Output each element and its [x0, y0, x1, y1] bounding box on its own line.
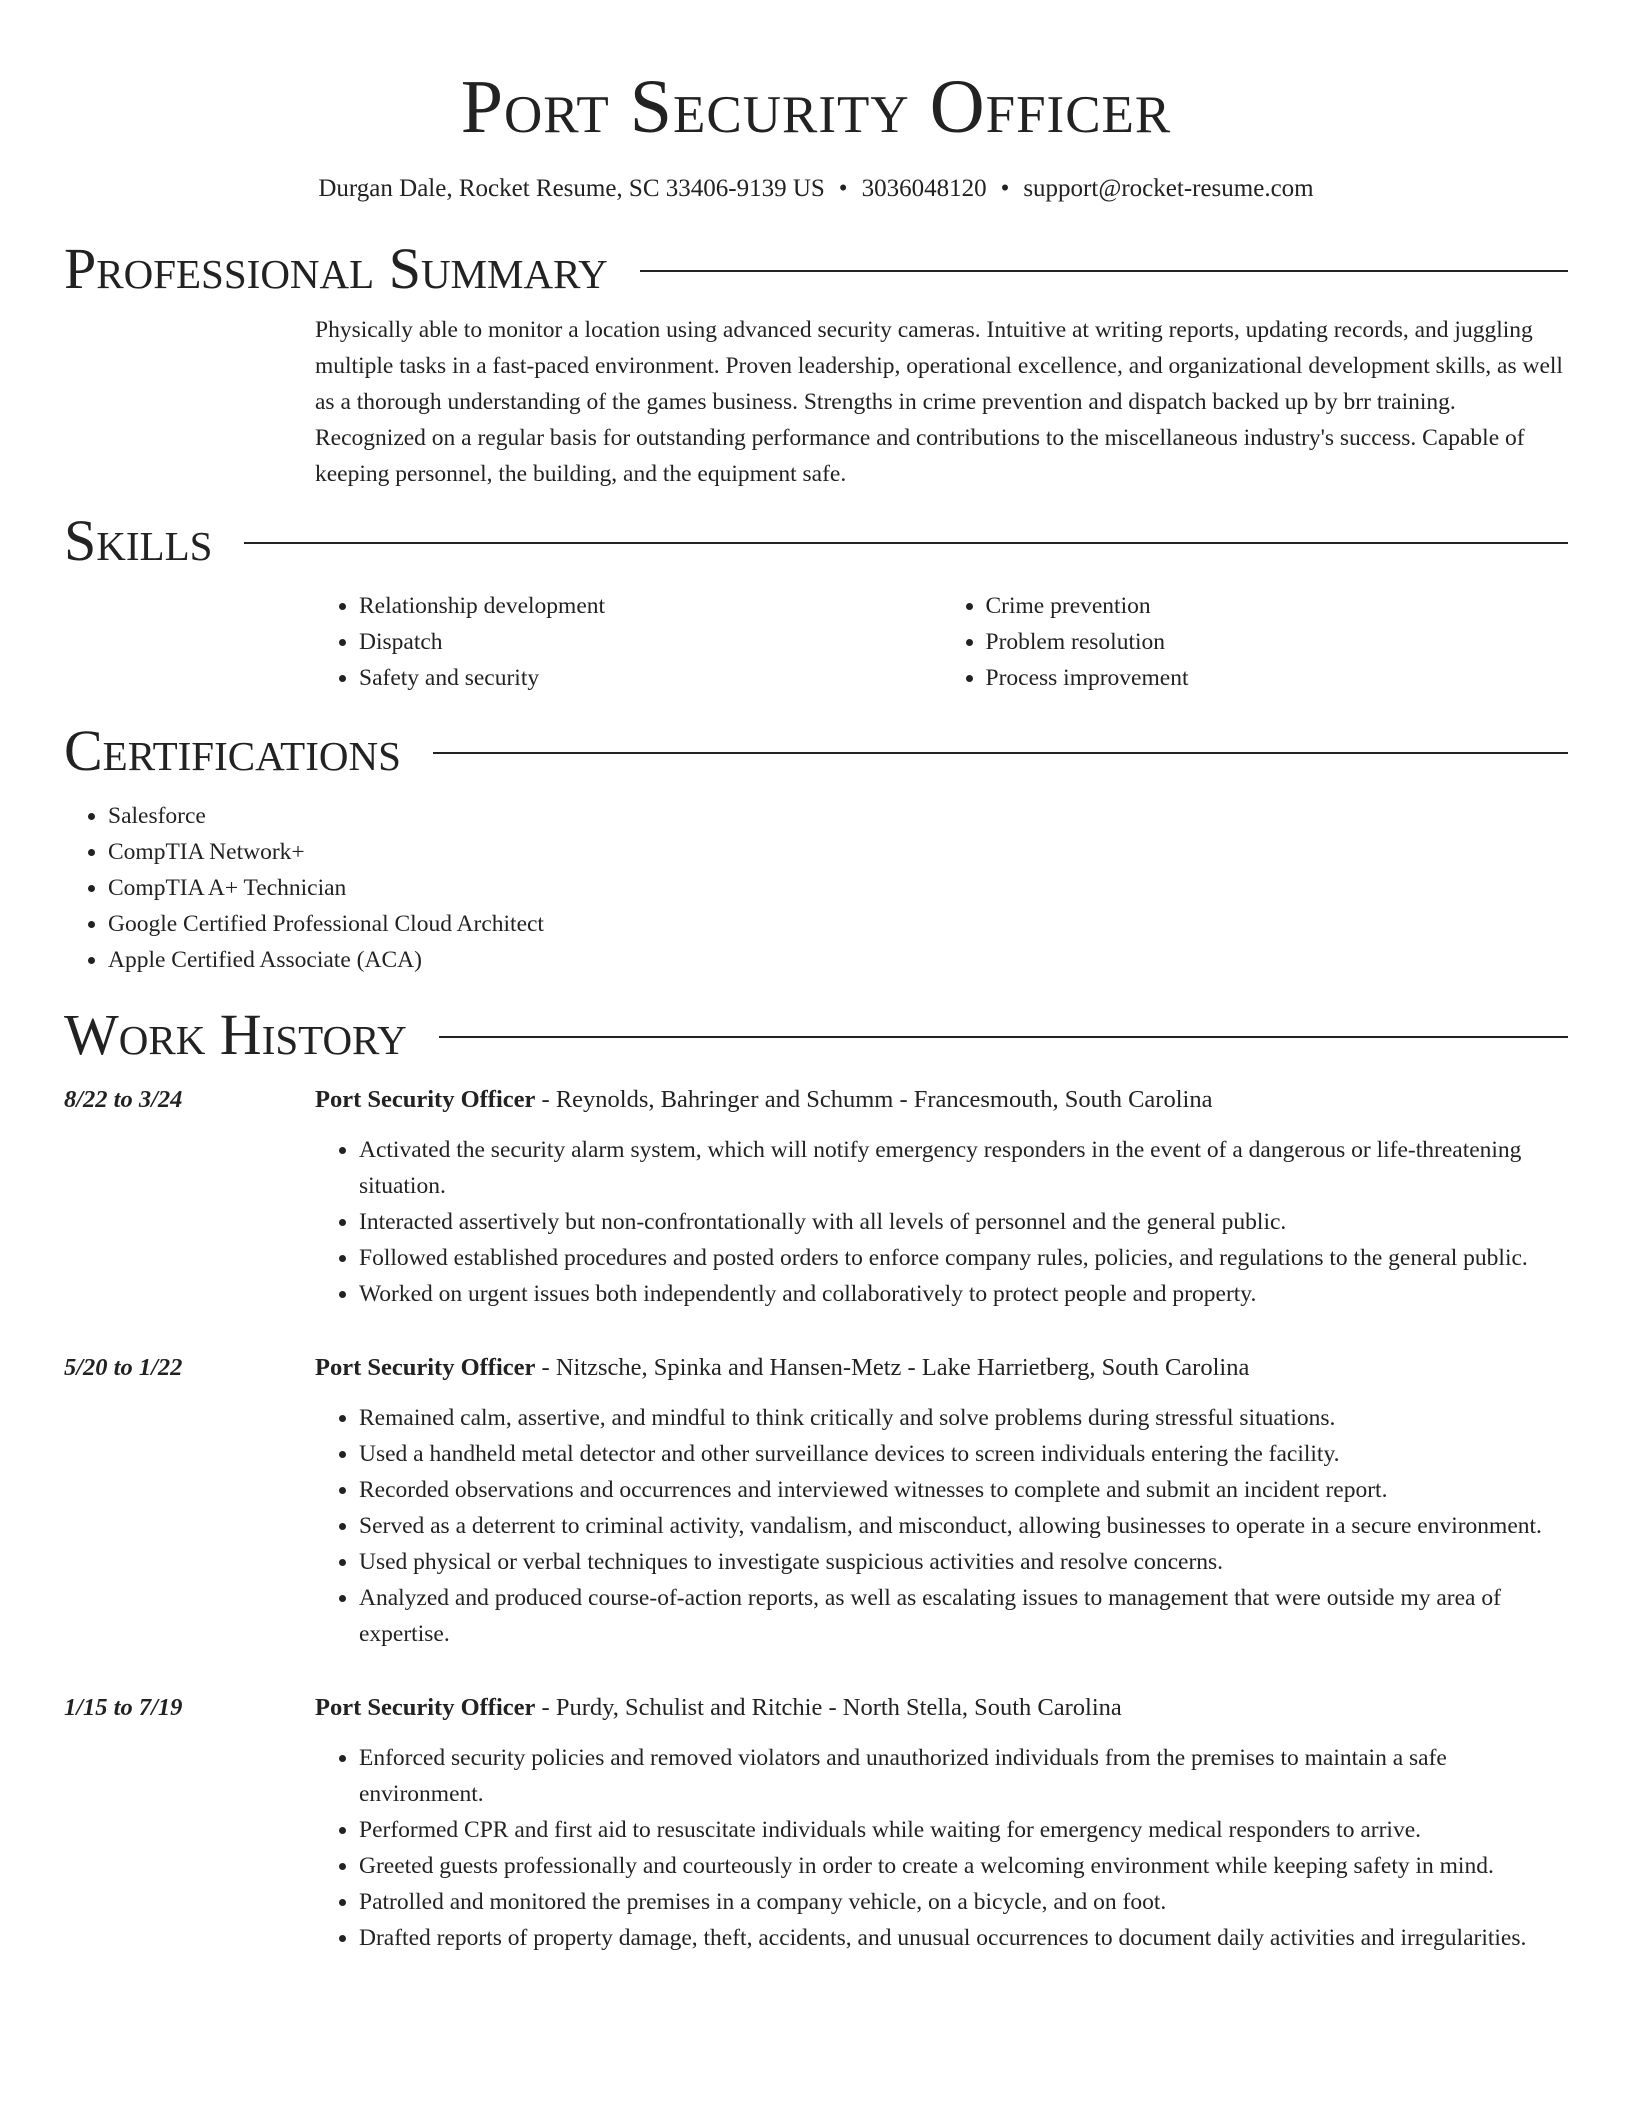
summary-heading	[64, 236, 1568, 302]
list-item: • Crime prevention	[986, 588, 1569, 624]
work-history-section	[64, 1002, 1568, 1956]
job-title: Port Security Officer	[315, 1694, 536, 1721]
job-title: Port Security Officer	[315, 1354, 536, 1381]
job-dates: 8/22 to 3/24	[64, 1086, 183, 1113]
list-item: • Used physical or verbal techniques to investigate suspicious activities and resolve concerns.	[359, 1544, 1568, 1580]
list-item: • Greeted guests professionally and courteously in order to create a welcoming environment while keeping safety in mind.	[359, 1848, 1568, 1884]
work-history-list	[64, 1082, 1568, 1956]
job-position	[315, 1082, 1212, 1118]
skills-list-left	[315, 588, 942, 696]
list-item: • Drafted reports of property damage, theft, accidents, and unusual occurrences to document daily activities and irregularities.	[359, 1920, 1568, 1956]
resume-page	[64, 0, 1568, 1956]
list-item: • Interacted assertively but non-confrontationally with all levels of personnel and the general public.	[359, 1204, 1568, 1240]
list-item: • Used a handheld metal detector and other surveillance devices to screen individuals entering the facility.	[359, 1436, 1568, 1472]
list-item: • Google Certified Professional Cloud Architect	[108, 906, 1568, 942]
work-history-heading-text: Work History	[64, 1002, 407, 1067]
job-title: Port Security Officer	[315, 1086, 536, 1113]
list-item: • Served as a deterrent to criminal activity, vandalism, and misconduct, allowing businesses to operate in a secure environment.	[359, 1508, 1568, 1544]
skills-heading	[64, 508, 1568, 574]
list-item: • Dispatch	[359, 624, 942, 660]
skills-list-right	[942, 588, 1569, 696]
contact-address: Durgan Dale, Rocket Resume, SC 33406-9139 US	[318, 175, 825, 202]
summary-text: Physically able to monitor a location using advanced security cameras. Intuitive at writing reports, updating records, and juggling multiple tasks in a fast-paced environment. Proven leadership, operational excellence, and organizational development skills, as well as a thorough understanding of the games business. Strengths in crime prevention and dispatch backed up by brr training. Recognized on a regular basis for outstanding performance and contributions to the miscellaneous industry's success. Capable of keeping personnel, the building, and the equipment safe.	[315, 317, 1563, 487]
list-item: • CompTIA Network+	[108, 834, 1568, 870]
job-dates: 5/20 to 1/22	[64, 1354, 183, 1381]
job-duties-list	[315, 1740, 1568, 1956]
certifications-list	[64, 798, 1568, 978]
section-divider	[439, 1036, 1568, 1038]
certifications-heading-text: Certifications	[64, 718, 401, 783]
job-employer: - Purdy, Schulist and Ritchie - North Stella, South Carolina	[535, 1694, 1122, 1721]
job-entry	[64, 1350, 1568, 1652]
list-item: • Patrolled and monitored the premises in a company vehicle, on a bicycle, and on foot.	[359, 1884, 1568, 1920]
job-entry	[64, 1082, 1568, 1312]
list-item: • Apple Certified Associate (ACA)	[108, 942, 1568, 978]
skills-heading-text: Skills	[64, 508, 213, 573]
job-entry	[64, 1690, 1568, 1956]
job-position	[315, 1690, 1122, 1726]
list-item: • CompTIA A+ Technician	[108, 870, 1568, 906]
job-duties-list	[315, 1132, 1568, 1312]
certifications-heading	[64, 718, 1568, 784]
section-divider	[433, 752, 1568, 754]
summary-heading-text: Professional Summary	[64, 236, 608, 301]
skills-section	[64, 508, 1568, 696]
job-header	[64, 1082, 1568, 1118]
list-item: • Enforced security policies and removed violators and unauthorized individuals from the premises to maintain a safe environment.	[359, 1740, 1568, 1812]
list-item: • Performed CPR and first aid to resuscitate individuals while waiting for emergency medical responders to arrive.	[359, 1812, 1568, 1848]
work-history-heading	[64, 1002, 1568, 1068]
job-employer: - Nitzsche, Spinka and Hansen-Metz - Lake Harrietberg, South Carolina	[535, 1354, 1250, 1381]
skills-columns	[315, 588, 1568, 696]
section-divider	[640, 270, 1568, 272]
summary-section	[64, 236, 1568, 492]
list-item: • Remained calm, assertive, and mindful to think critically and solve problems during stressful situations.	[359, 1400, 1568, 1436]
contact-email: support@rocket-resume.com	[1023, 175, 1314, 202]
job-header	[64, 1690, 1568, 1726]
job-header	[64, 1350, 1568, 1386]
section-divider	[244, 542, 1568, 544]
list-item: • Followed established procedures and posted orders to enforce company rules, policies, and regulations to the general public.	[359, 1240, 1568, 1276]
job-duties-list	[315, 1400, 1568, 1652]
contact-line	[64, 172, 1568, 206]
list-item: • Worked on urgent issues both independently and collaboratively to protect people and property.	[359, 1276, 1568, 1312]
list-item: • Recorded observations and occurrences and interviewed witnesses to complete and submit an incident report.	[359, 1472, 1568, 1508]
contact-phone: 3036048120	[861, 175, 987, 202]
job-employer: - Reynolds, Bahringer and Schumm - Francesmouth, South Carolina	[535, 1086, 1213, 1113]
job-dates: 1/15 to 7/19	[64, 1694, 183, 1721]
job-position	[315, 1350, 1249, 1386]
contact-separator: •	[1000, 175, 1010, 202]
resume-title: Port Security Officer	[460, 65, 1172, 149]
certifications-section	[64, 718, 1568, 978]
list-item: • Process improvement	[986, 660, 1569, 696]
list-item: • Safety and security	[359, 660, 942, 696]
list-item: • Salesforce	[108, 798, 1568, 834]
list-item: • Activated the security alarm system, which will notify emergency responders in the event of a dangerous or life-threatening situation.	[359, 1132, 1568, 1204]
list-item: • Analyzed and produced course-of-action reports, as well as escalating issues to management that were outside my area of expertise.	[359, 1580, 1568, 1652]
list-item: • Relationship development	[359, 588, 942, 624]
list-item: • Problem resolution	[986, 624, 1569, 660]
contact-separator: •	[838, 175, 848, 202]
